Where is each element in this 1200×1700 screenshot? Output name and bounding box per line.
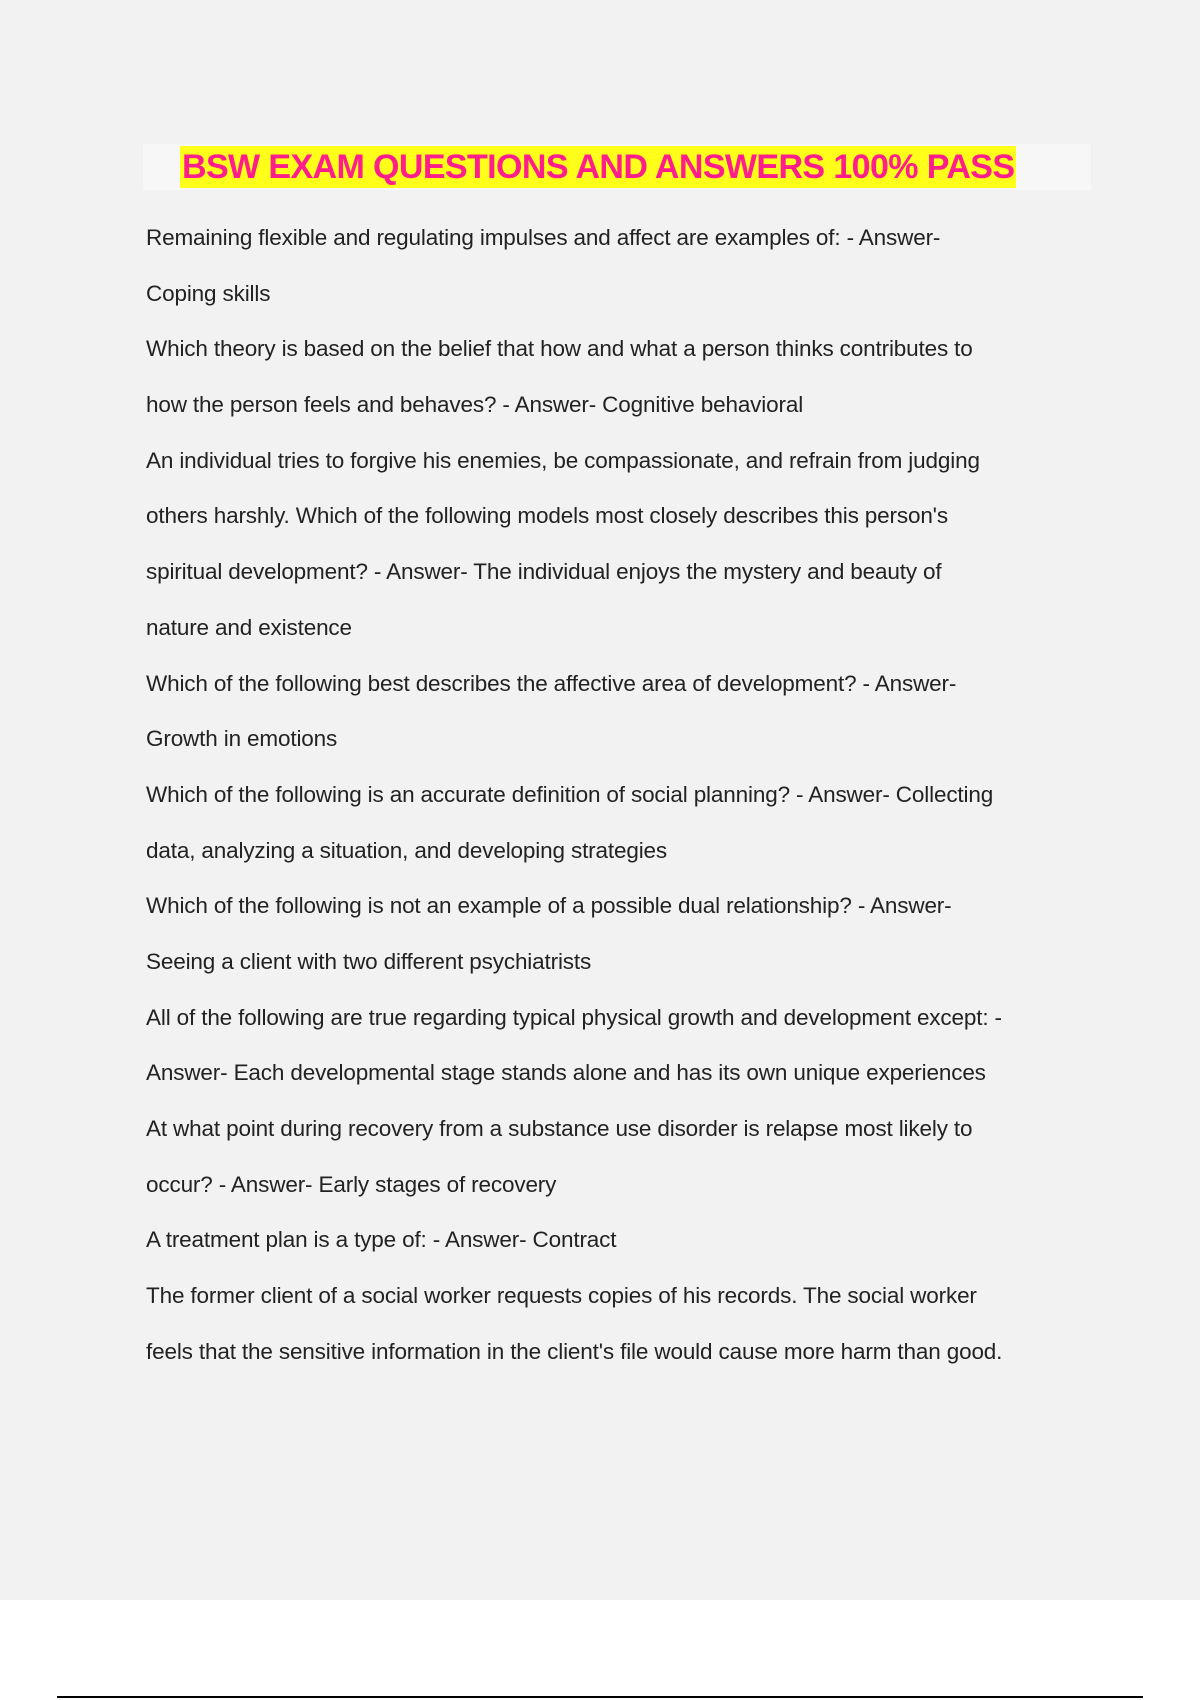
text-line: feels that the sensitive information in the client's file would cause more harm than good. xyxy=(146,1338,1003,1364)
text-line: Which of the following is not an example of a possible dual relationship? - Answer- xyxy=(146,893,952,919)
text-line: At what point during recovery from a substance use disorder is relapse most likely to xyxy=(146,1116,973,1141)
text-line: A treatment plan is a type of: - Answer- Contract xyxy=(146,1227,617,1253)
text-line: nature and existence xyxy=(146,614,352,640)
text-line: occur? - Answer- Early stages of recovery xyxy=(146,1171,557,1197)
text-line: how the person feels and behaves? - Answer- Cognitive behavioral xyxy=(146,392,804,418)
page-divider xyxy=(57,1696,1143,1698)
text-line: Which of the following best describes the affective area of development? - Answer- xyxy=(146,670,957,696)
text-line: The former client of a social worker requests copies of his records. The social worker xyxy=(146,1283,977,1309)
text-line: others harshly. Which of the following models most closely describes this person's xyxy=(146,503,948,529)
text-line: Answer- Each developmental stage stands alone and has its own unique experiences xyxy=(146,1060,986,1086)
document-title: BSW EXAM QUESTIONS AND ANSWERS 100% PASS xyxy=(182,148,1015,186)
text-line: Coping skills xyxy=(146,280,271,306)
text-line: Remaining flexible and regulating impulses and affect are examples of: - Answer- xyxy=(146,225,941,250)
text-line: data, analyzing a situation, and developing strategies xyxy=(146,837,668,863)
text-line: Seeing a client with two different psychiatrists xyxy=(146,948,592,974)
text-line: All of the following are true regarding typical physical growth and development except: - xyxy=(146,1004,1002,1030)
text-line: spiritual development? - Answer- The individual enjoys the mystery and beauty of xyxy=(146,559,942,585)
text-line: Which of the following is an accurate definition of social planning? - Answer- Collecting xyxy=(146,781,994,807)
text-line: Which theory is based on the belief that how and what a person thinks contributes to xyxy=(146,336,973,362)
text-line: Growth in emotions xyxy=(146,726,338,752)
document-body xyxy=(146,210,1096,1379)
text-line: An individual tries to forgive his enemies, be compassionate, and refrain from judging xyxy=(146,447,980,473)
